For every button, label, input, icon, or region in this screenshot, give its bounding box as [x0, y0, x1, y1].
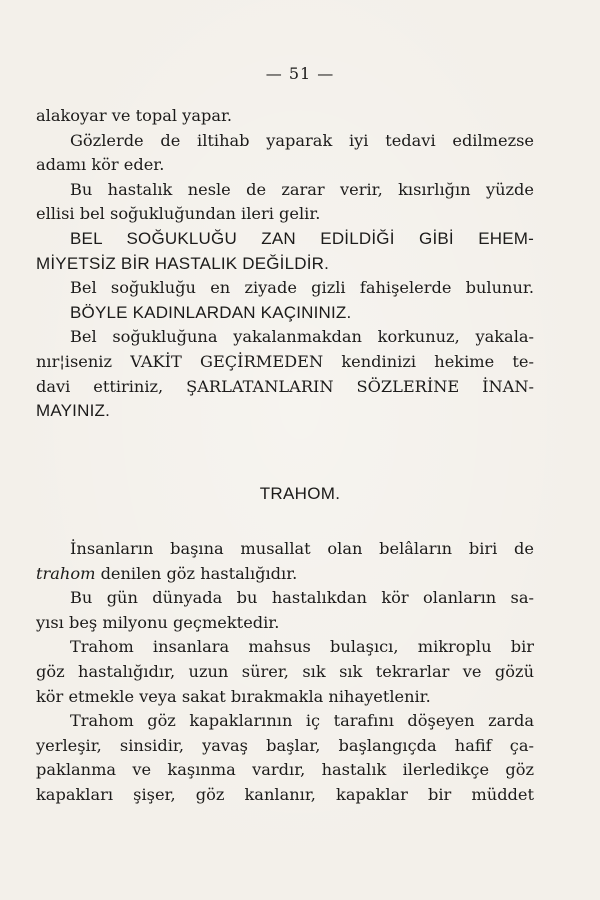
text-line: trahom denilen göz hastalığıdır.	[36, 563, 298, 583]
text-line: Bu gün dünyada bu hastalıkdan kör olanların sa-	[70, 588, 534, 608]
text-line: ellisi bel soğukluğundan ileri gelir.	[36, 204, 321, 224]
text-line: MAYINIZ.	[36, 401, 111, 421]
text-line: Trahom insanlara mahsus bulaşıcı, mikroplu bir	[70, 637, 534, 657]
top-text-block	[36, 104, 534, 424]
text-line: adamı kör eder.	[36, 155, 165, 175]
text-line: Gözlerde de iltihab yaparak iyi tedavi edilmezse	[70, 130, 534, 150]
text-line: kapakları şişer, göz kanlanır, kapaklar bir müddet	[36, 784, 534, 804]
text-line: MİYETSİZ BİR HASTALIK DEĞİLDİR.	[36, 253, 330, 273]
text-line: göz hastalığıdır, uzun sürer, sık sık tekrarlar ve gözü	[36, 661, 534, 681]
page-number: — 51 —	[265, 64, 335, 83]
text-line: Bel soğukluğu en ziyade gizli fahişelerde bulunur.	[70, 278, 534, 298]
text-line: yerleşir, sinsidir, yavaş başlar, başlangıçda hafif ça-	[36, 735, 534, 755]
text-line: paklanma ve kaşınma vardır, hastalık ilerledikçe göz	[36, 760, 534, 780]
bottom-text-block	[36, 537, 534, 808]
text-line: Bel soğukluğuna yakalanmakdan korkunuz, yakala-	[70, 327, 534, 347]
italic-term: trahom	[36, 563, 96, 583]
text-line: BÖYLE KADINLARDAN KAÇININIZ.	[70, 302, 352, 322]
text-line: Trahom göz kapaklarının iç tarafını döşeyen zarda	[70, 711, 534, 731]
text-line: yısı beş milyonu geçmektedir.	[36, 612, 280, 632]
text-line: davi ettiriniz, ŞARLATANLARIN SÖZLERİNE İNAN-	[36, 376, 534, 396]
text-line: alakoyar ve topal yapar.	[36, 106, 233, 125]
text-line: Bu hastalık nesle de zarar verir, kısırlığın yüzde	[70, 179, 534, 199]
text-line: nır¦iseniz VAKİT GEÇİRMEDEN kendinizi hekime te-	[36, 351, 534, 371]
text-line: İnsanların başına musallat olan belâların biri de	[70, 539, 534, 558]
section-heading: TRAHOM.	[259, 484, 341, 503]
text-line: BEL SOĞUKLUĞU ZAN EDİLDİĞİ GİBİ EHEM-	[70, 228, 534, 248]
text-line: kör etmekle veya sakat bırakmakla nihayetlenir.	[36, 686, 431, 706]
